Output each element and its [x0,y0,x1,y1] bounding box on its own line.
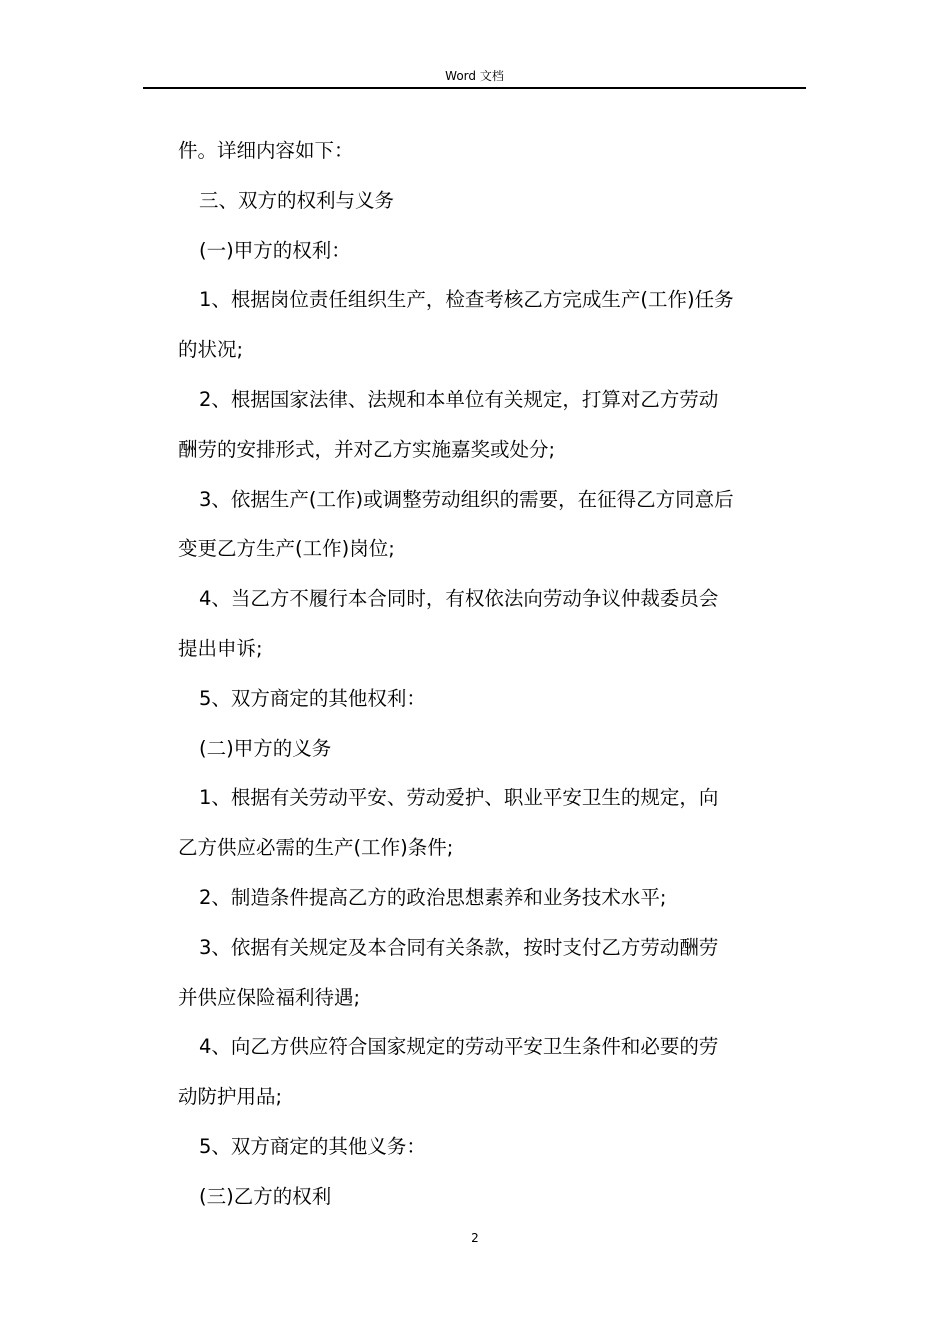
header-divider [143,87,806,89]
subsection-heading: (二)甲方的义务 [199,736,332,760]
section-heading: 三、双方的权利与义务 [199,188,395,212]
list-item-line: 1、根据有关劳动平安、劳动爱护、职业平安卫生的规定，向 [199,786,719,810]
list-item-line: 5、双方商定的其他义务： [199,1134,426,1158]
list-item-continuation: 并供应保险福利待遇; [178,985,361,1009]
list-item-continuation: 酬劳的安排形式，并对乙方实施嘉奖或处分; [178,437,556,461]
list-item-continuation: 动防护用品; [178,1085,283,1109]
page-number: 2 [471,1231,479,1245]
page-header [143,66,806,88]
list-item-line: 4、当乙方不履行本合同时，有权依法向劳动争议仲裁委员会 [199,587,719,611]
list-item-continuation: 乙方供应必需的生产(工作)条件; [178,836,454,860]
list-item-line: 3、依据有关规定及本合同有关条款，按时支付乙方劳动酬劳 [199,935,719,959]
header-title: Word 文档 [445,69,504,83]
list-item-line: 4、向乙方供应符合国家规定的劳动平安卫生条件和必要的劳 [199,1035,719,1059]
document-body [178,126,812,1222]
list-item-line: 2、制造条件提高乙方的政治思想素养和业务技术水平; [199,885,667,909]
list-item-line: 2、根据国家法律、法规和本单位有关规定，打算对乙方劳动 [199,387,719,411]
paragraph-line: 件。详细内容如下： [178,139,354,162]
list-item-continuation: 提出申诉; [178,636,263,660]
list-item-continuation: 的状况; [178,338,244,362]
list-item-line: 1、根据岗位责任组织生产，检查考核乙方完成生产(工作)任务 [199,288,734,312]
list-item-continuation: 变更乙方生产(工作)岗位; [178,537,395,561]
list-item-line: 3、依据生产(工作)或调整劳动组织的需要，在征得乙方同意后 [199,487,734,511]
list-item-line: 5、双方商定的其他权利： [199,686,426,710]
subsection-heading: (一)甲方的权利： [199,238,351,262]
subsection-heading: (三)乙方的权利 [199,1184,332,1208]
